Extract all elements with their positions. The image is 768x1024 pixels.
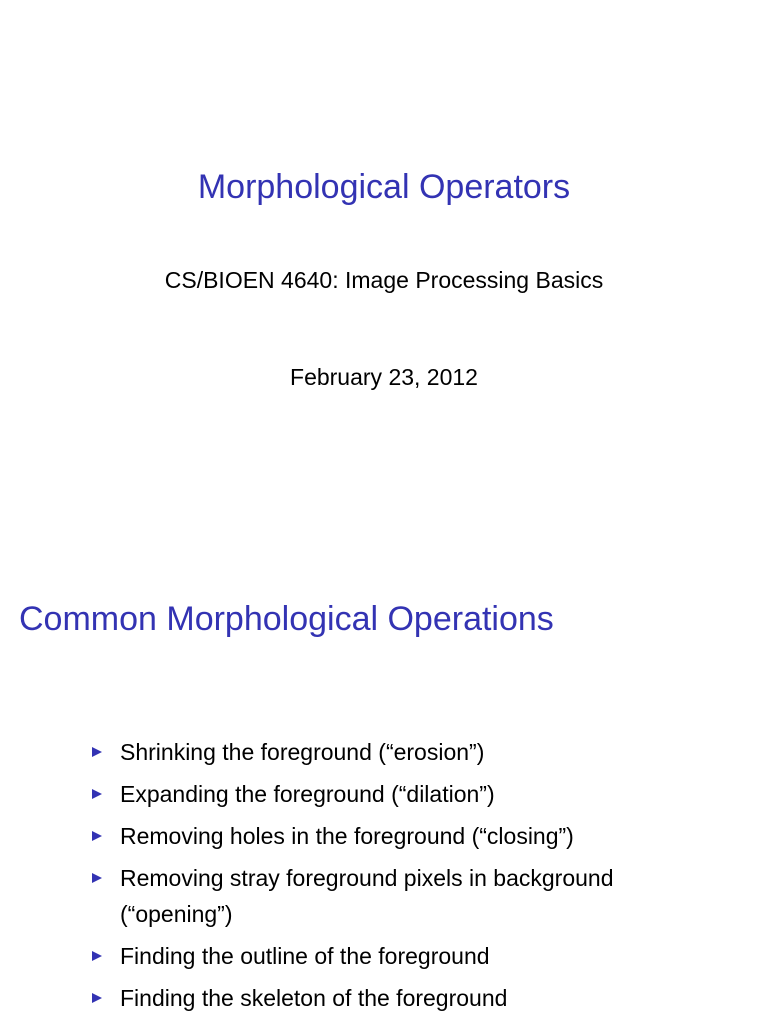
triangle-bullet-icon [92, 789, 102, 799]
bullet-list [90, 734, 730, 1022]
bullet-text: Expanding the foreground (“dilation”) [120, 781, 495, 807]
bullet-item [90, 980, 730, 1016]
presentation-date: February 23, 2012 [290, 364, 478, 390]
bullet-text: Finding the skeleton of the foreground [120, 985, 508, 1011]
triangle-bullet-icon [92, 873, 102, 883]
bullet-item [90, 860, 730, 932]
course-subtitle: CS/BIOEN 4640: Image Processing Basics [164, 267, 604, 293]
bullet-item [90, 734, 730, 770]
bullet-text: Shrinking the foreground (“erosion”) [120, 739, 485, 765]
triangle-bullet-icon [92, 951, 102, 961]
bullet-text: Removing stray foreground pixels in background (“opening”) [120, 865, 614, 927]
content-slide [0, 560, 768, 1024]
triangle-bullet-icon [92, 993, 102, 1003]
triangle-bullet-icon [92, 747, 102, 757]
presentation-title: Morphological Operators [197, 168, 571, 206]
slide-title: Common Morphological Operations [19, 600, 554, 638]
bullet-text: Finding the outline of the foreground [120, 943, 490, 969]
bullet-item [90, 818, 730, 854]
bullet-text: Removing holes in the foreground (“closing”) [120, 823, 574, 849]
bullet-item [90, 776, 730, 812]
bullet-item [90, 938, 730, 974]
triangle-bullet-icon [92, 831, 102, 841]
